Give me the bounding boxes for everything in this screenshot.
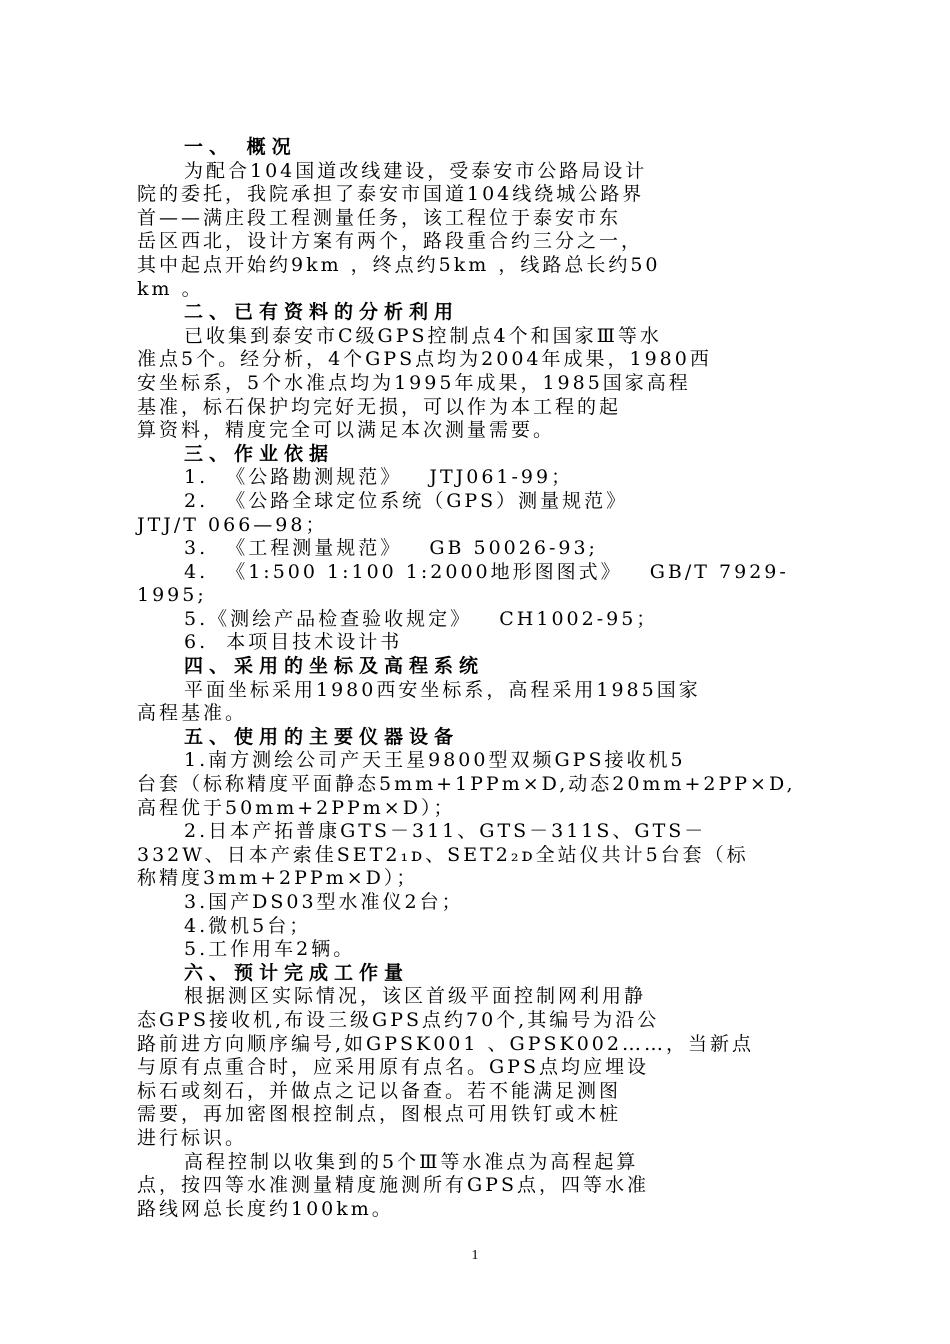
text-line: 高程基准。 bbox=[137, 702, 248, 725]
text-line: 算资料，精度完全可以满足本次测量需要。 bbox=[137, 419, 556, 442]
text-line: 4. 《1:500 1:100 1:2000地形图图式》 GB/T 7929- bbox=[184, 560, 789, 583]
text-line: 根据测区实际情况，该区首级平面控制网利用静 bbox=[184, 985, 647, 1008]
text-line: 基准，标石保护均完好无损，可以作为本工程的起 bbox=[137, 395, 622, 418]
text-line: 3. 《工程测量规范》 GB 50026-93; bbox=[184, 537, 598, 560]
text-line: 首——满庄段工程测量任务，该工程位于泰安市东 bbox=[137, 206, 622, 229]
text-line: 安坐标系，5个水准点均为1995年成果，1985国家高程 bbox=[137, 371, 691, 394]
text-line: 5.工作用车2辆。 bbox=[184, 938, 356, 961]
paragraph bbox=[137, 160, 832, 302]
text-line: 1. 《公路勘测规范》 JTJ061-99； bbox=[184, 466, 574, 489]
text-line: 点，按四等水准测量精度施测所有GPS点，四等水准 bbox=[137, 1174, 649, 1197]
paragraph bbox=[137, 749, 832, 961]
page-number: 1 bbox=[471, 1248, 479, 1263]
text-line: 岳区西北，设计方案有两个，路段重合约三分之一， bbox=[137, 230, 644, 253]
text-line: 路线网总长度约100km。 bbox=[137, 1197, 394, 1220]
paragraph bbox=[137, 1151, 832, 1222]
text-line: 进行标识。 bbox=[137, 1126, 248, 1149]
text-line: 标石或刻石，并做点之记以备查。若不能满足测图 bbox=[137, 1079, 622, 1102]
section-heading: 六、预计完成工作量 bbox=[184, 961, 410, 984]
text-line: 台套（标称精度平面静态5mm+1PPm×D,动态20mm+2PP×D, bbox=[137, 773, 796, 796]
text-line: 已收集到泰安市C级GPS控制点4个和国家Ⅲ等水 bbox=[184, 324, 662, 347]
text-line: 需要，再加密图根控制点，图根点可用铁钉或木桩 bbox=[137, 1103, 622, 1126]
section-heading: 一、 概况 bbox=[184, 136, 297, 158]
text-line: 高程控制以收集到的5个Ⅲ等水准点为高程起算 bbox=[184, 1150, 639, 1173]
text-line: 院的委托，我院承担了泰安市国道104线绕城公路界 bbox=[137, 183, 645, 206]
section-heading: 二、已有资料的分析利用 bbox=[184, 301, 460, 324]
text-line: 与原有点重合时，应采用原有点名。GPS点均应埋设 bbox=[137, 1056, 649, 1079]
text-line: 332W、日本产索佳SET2₁ᴅ、SET2₂ᴅ全站仪共计5台套（标 bbox=[137, 843, 749, 866]
text-line: 准点5个。经分析，4个GPS点均为2004年成果，1980西 bbox=[137, 348, 712, 371]
section-heading: 五、使用的主要仪器设备 bbox=[184, 725, 460, 748]
text-line: 称精度3mm+2PPm×D）； bbox=[137, 867, 419, 890]
text-line: 1.南方测绘公司产天王星9800型双频GPS接收机5 bbox=[184, 749, 686, 772]
text-line: 4.微机5台； bbox=[184, 914, 312, 937]
section-heading: 四、采用的坐标及高程系统 bbox=[184, 655, 485, 678]
text-line: 3.国产DS03型水准仪2台； bbox=[184, 891, 464, 913]
paragraph bbox=[137, 325, 832, 443]
document-body bbox=[137, 136, 832, 1221]
text-line: 态GPS接收机,布设三级GPS点约70个,其编号为沿公 bbox=[137, 1008, 660, 1031]
text-line: 6. 本项目技术设计书 bbox=[184, 631, 403, 654]
text-line: 5.《测绘产品检查验收规定》 CH1002-95； bbox=[184, 607, 659, 630]
section-heading: 三、作业依据 bbox=[184, 442, 335, 465]
text-line: km 。 bbox=[137, 277, 204, 300]
text-line: 高程优于50mm+2PPm×D）； bbox=[137, 796, 456, 819]
text-line: 1995; bbox=[137, 584, 207, 607]
text-line: JTJ/T 066—98； bbox=[137, 513, 328, 536]
paragraph bbox=[137, 985, 832, 1150]
text-line: 平面坐标采用1980西安坐标系，高程采用1985国家 bbox=[184, 678, 701, 701]
text-line: 2. 《公路全球定位系统（GPS）测量规范》 bbox=[184, 489, 629, 512]
text-line: 2.日本产拓普康GTS－311、GTS－311S、GTS－ bbox=[184, 820, 707, 843]
paragraph bbox=[137, 679, 832, 726]
paragraph bbox=[137, 466, 832, 655]
text-line: 其中起点开始约9km ，终点约5km ，线路总长约50 bbox=[137, 253, 661, 276]
text-line: 路前进方向顺序编号,如GPSK001 、GPSK002……，当新点 bbox=[137, 1032, 754, 1055]
text-line: 为配合104国道改线建设，受泰安市公路局设计 bbox=[184, 159, 648, 182]
